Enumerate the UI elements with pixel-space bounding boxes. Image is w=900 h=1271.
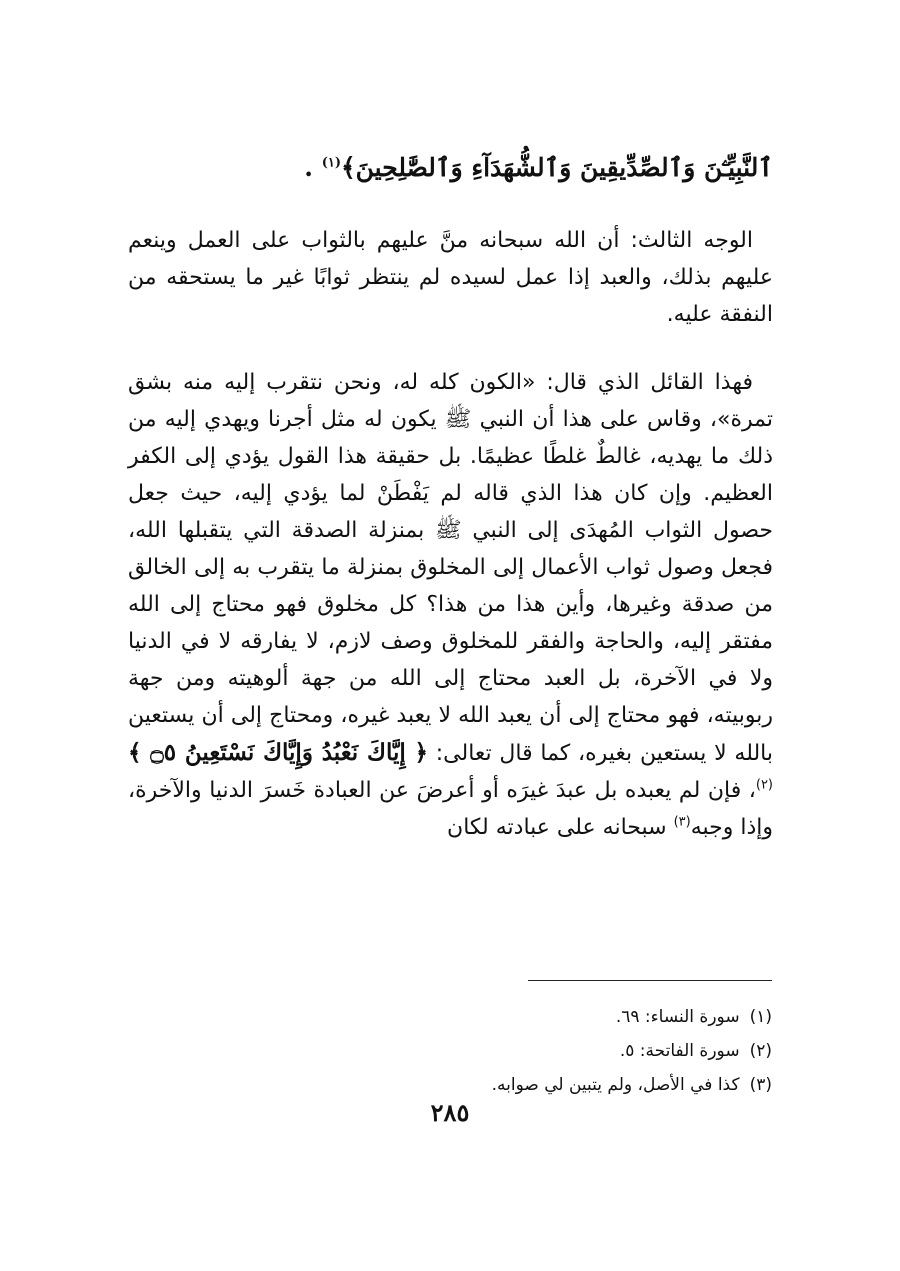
- page-number: ٢٨٥: [430, 1098, 470, 1127]
- footnote-text: سورة الفاتحة: ٥.: [619, 1041, 740, 1061]
- footnote-divider: [528, 980, 772, 981]
- paragraph-text-part3: سبحانه على عبادته لكان: [447, 815, 674, 840]
- verse-text: ٱلنَّبِيِّـۧنَ وَٱلصِّدِّيقِينَ وَٱلشُّهَدَآءِ وَٱلصَّٰلِحِينَ﴾: [340, 153, 773, 182]
- footnote-item: [300, 1068, 772, 1102]
- footnote-ref-1: (١): [321, 155, 341, 171]
- footnote-number: (٣): [749, 1075, 772, 1095]
- footnote-ref-2: (٢): [755, 777, 773, 793]
- footnote-text: كذا في الأصل، ولم يتبين لي صوابه.: [491, 1075, 740, 1095]
- paragraph-third-aspect: [128, 222, 773, 333]
- footnote-text: سورة النساء: ٦٩.: [615, 1007, 740, 1027]
- footnote-ref-3: (٣): [673, 814, 691, 830]
- footnote-item: [300, 1000, 772, 1034]
- paragraph-refutation: [128, 364, 773, 846]
- quran-verse-line: [128, 148, 773, 188]
- footnote-number: (٢): [749, 1041, 772, 1061]
- paragraph-text: الوجه الثالث: أن الله سبحانه منَّ عليهم بالثواب على العمل وينعم عليهم بذلك، والعبد إذا عمل لسيده لم ينتظر ثوابًا غير ما يستحقه من النفقة عليه.: [128, 228, 773, 327]
- footnote-number: (١): [749, 1007, 772, 1027]
- footnotes: [300, 1000, 772, 1102]
- footnote-item: [300, 1034, 772, 1068]
- verse-trail: .: [304, 153, 313, 182]
- paragraph-text-part1: فهذا القائل الذي قال: «الكون كله له، ونحن نتقرب إليه منه بشق تمرة»، وقاس على هذا أن النبي ﷺ يكون له مثل أجرنا ويهدي إليه من ذلك ما يهديه، غالطٌ غلطًا عظيمًا. بل حقيقة هذا القول يؤدي إلى الكفر العظيم. وإن كان هذا الذي قاله لم يَفْطَنْ لما يؤدي إليه، حيث جعل حصول الثواب المُهدَى إلى النبي ﷺ بمنزلة الصدقة التي يتقبلها الله، فجعل وصول ثواب الأعمال إلى المخلوق بمنزلة ما يتقرب به إلى الخالق من صدقة وغيرها، وأين هذا من هذا؟ كل مخلوق فهو محتاج إلى الله مفتقر إليه، والحاجة والفقر للمخلوق وصف لازم، لا يفارقه لا في الدنيا ولا في الآخرة، بل العبد محتاج إلى الله من جهة ألوهيته ومن جهة ربوبيته، فهو محتاج إلى أن يعبد الله لا يعبد غيره، ومحتاج إلى أن يستعين بالله لا يستعين بغيره، كما قال تعالى:: [128, 370, 774, 766]
- paragraph-text-part2: ، فإن لم يعبده بل عبدَ غيرَه أو أعرضَ عن العبادة خَسرَ الدنيا والآخرة، وإذا وجبه: [128, 778, 773, 840]
- quran-verse-inline: ﴿ إِيَّاكَ نَعْبُدُ وَإِيَّاكَ نَسْتَعِينُ ۝٥ ﴾: [128, 739, 428, 766]
